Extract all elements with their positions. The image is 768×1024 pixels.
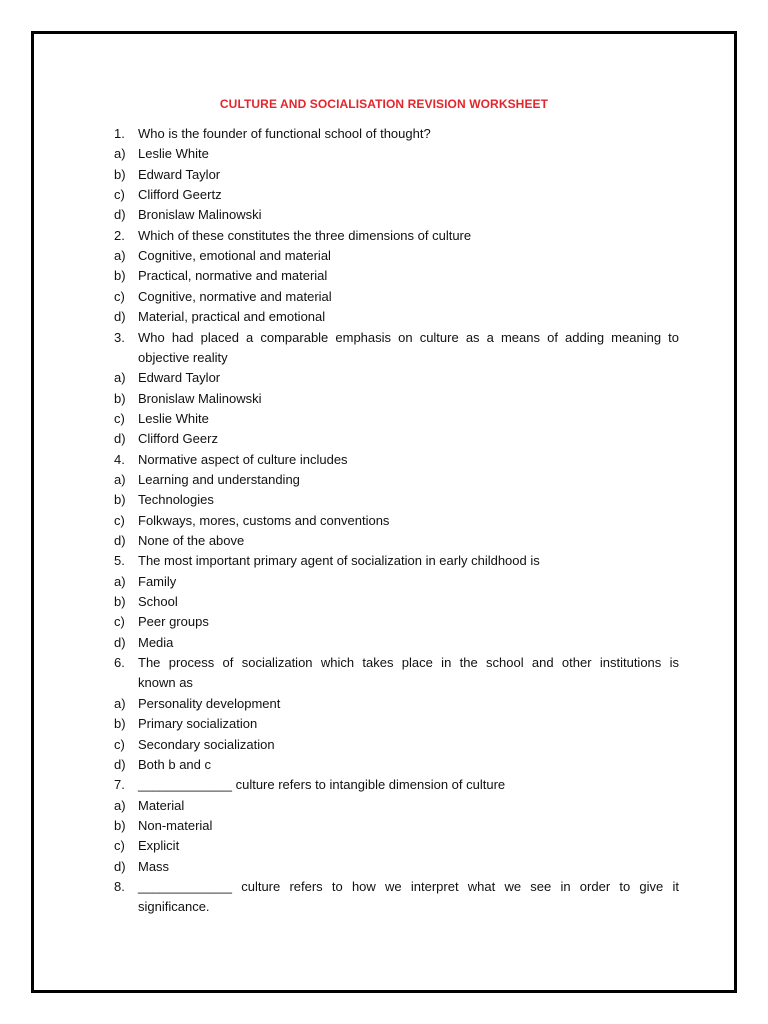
option-line — [34, 389, 734, 409]
option-letter: b) — [114, 166, 126, 182]
option-text: Secondary socialization — [138, 736, 275, 752]
option-line — [34, 287, 734, 307]
option-text: Explicit — [138, 838, 180, 854]
option-letter: b) — [114, 268, 126, 284]
option-text: Clifford Geertz — [138, 187, 222, 203]
option-letter: d) — [114, 431, 126, 447]
option-line — [34, 694, 734, 714]
option-letter: c) — [114, 187, 125, 203]
question-text: The process of socialization which takes place in the school and other institutions is — [138, 655, 679, 671]
question-text: Who had placed a comparable emphasis on culture as a means of adding meaning to — [138, 329, 679, 345]
worksheet-title: CULTURE AND SOCIALISATION REVISION WORKSHEET — [219, 97, 549, 111]
option-text: Material — [138, 797, 185, 813]
option-letter: c) — [114, 736, 125, 752]
option-line — [34, 633, 734, 653]
question-number: 5. — [114, 553, 125, 569]
option-text: None of the above — [138, 533, 245, 548]
option-letter: c) — [114, 410, 125, 426]
option-line — [34, 572, 734, 592]
option-line — [34, 205, 734, 225]
question-text: _____________ culture refers to intangible dimension of culture — [138, 777, 506, 793]
option-line — [34, 612, 734, 632]
option-text: Family — [138, 573, 177, 589]
option-line — [34, 857, 734, 877]
question-number: 7. — [114, 777, 125, 793]
option-letter: d) — [114, 756, 126, 772]
question-text: significance. — [138, 899, 210, 915]
option-line — [34, 470, 734, 490]
option-text: Folkways, mores, customs and conventions — [138, 512, 390, 528]
option-line — [34, 246, 734, 266]
option-text: Cognitive, normative and material — [138, 288, 332, 304]
option-text: Cognitive, emotional and material — [138, 248, 331, 264]
question-line — [34, 328, 734, 348]
option-line — [34, 511, 734, 531]
option-text: Edward Taylor — [138, 370, 221, 386]
option-text: Learning and understanding — [138, 471, 300, 487]
option-line — [34, 368, 734, 388]
option-line — [34, 755, 734, 775]
option-letter: d) — [114, 207, 126, 223]
option-text: Clifford Geerz — [138, 431, 218, 447]
option-letter: a) — [114, 573, 126, 589]
option-letter: b) — [114, 594, 126, 610]
option-letter: d) — [114, 634, 126, 650]
option-text: Mass — [138, 858, 170, 874]
option-letter: a) — [114, 146, 126, 162]
option-text: Primary socialization — [138, 716, 258, 732]
question-continuation — [34, 897, 734, 917]
option-letter: b) — [114, 716, 126, 732]
option-letter: c) — [114, 838, 125, 854]
option-line — [34, 185, 734, 205]
option-text: Bronislaw Malinowski — [138, 390, 262, 406]
option-letter: b) — [114, 817, 126, 833]
option-text: Media — [138, 634, 174, 650]
option-line — [34, 836, 734, 856]
question-line — [34, 124, 734, 144]
question-number: 6. — [114, 655, 125, 671]
question-text: Who is the founder of functional school of thought? — [138, 126, 431, 141]
question-line — [34, 877, 734, 897]
option-line — [34, 429, 734, 449]
option-text: Technologies — [138, 492, 214, 508]
question-line — [34, 653, 734, 673]
option-letter: b) — [114, 492, 126, 508]
question-text: _____________ culture refers to how we interpret what we see in order to give it — [138, 878, 679, 894]
option-line — [34, 409, 734, 429]
option-letter: d) — [114, 533, 126, 548]
question-number: 8. — [114, 878, 125, 894]
question-line — [34, 450, 734, 470]
option-text: Leslie White — [138, 146, 209, 162]
question-text: objective reality — [138, 349, 228, 365]
option-text: Practical, normative and material — [138, 268, 328, 284]
option-text: Leslie White — [138, 410, 209, 426]
question-line — [34, 775, 734, 795]
option-text: Peer groups — [138, 614, 209, 630]
option-letter: a) — [114, 471, 126, 487]
option-letter: a) — [114, 695, 126, 711]
option-text: Bronislaw Malinowski — [138, 207, 262, 223]
option-line — [34, 490, 734, 510]
option-line — [34, 531, 734, 551]
option-letter: a) — [114, 370, 126, 386]
option-line — [34, 816, 734, 836]
option-text: School — [138, 594, 178, 610]
question-line — [34, 551, 734, 571]
question-number: 4. — [114, 451, 125, 467]
page-border — [31, 31, 737, 993]
question-continuation — [34, 348, 734, 368]
question-text: Normative aspect of culture includes — [138, 451, 348, 467]
option-letter: a) — [114, 797, 126, 813]
option-letter: c) — [114, 512, 125, 528]
question-text: known as — [138, 675, 193, 691]
option-letter: b) — [114, 390, 126, 406]
option-line — [34, 144, 734, 164]
option-letter: d) — [114, 858, 126, 874]
option-line — [34, 165, 734, 185]
question-text: The most important primary agent of socialization in early childhood is — [138, 553, 540, 569]
option-text: Both b and c — [138, 756, 211, 772]
question-text: Which of these constitutes the three dimensions of culture — [138, 227, 472, 243]
question-number: 2. — [114, 227, 125, 243]
option-line — [34, 307, 734, 327]
option-text: Non-material — [138, 817, 213, 833]
option-text: Material, practical and emotional — [138, 309, 326, 325]
option-letter: a) — [114, 248, 126, 264]
option-letter: c) — [114, 288, 125, 304]
option-line — [34, 266, 734, 286]
option-letter: d) — [114, 309, 126, 325]
option-text: Edward Taylor — [138, 166, 221, 182]
option-line — [34, 735, 734, 755]
question-number: 1. — [114, 126, 125, 141]
option-letter: c) — [114, 614, 125, 630]
option-text: Personality development — [138, 695, 281, 711]
question-line — [34, 226, 734, 246]
option-line — [34, 714, 734, 734]
question-number: 3. — [114, 329, 125, 345]
question-continuation — [34, 673, 734, 693]
option-line — [34, 592, 734, 612]
option-line — [34, 796, 734, 816]
